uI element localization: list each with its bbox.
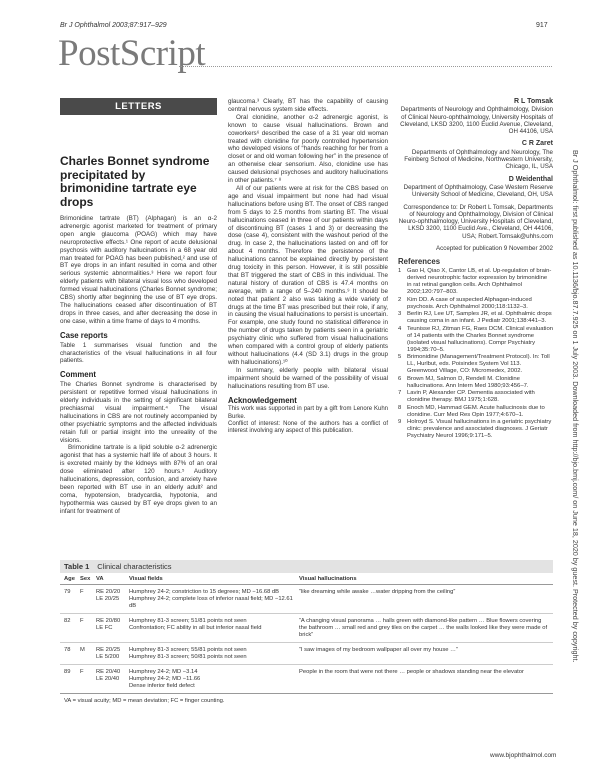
cell-sex: F xyxy=(80,618,84,624)
table-caption-text: Clinical characteristics xyxy=(97,562,172,571)
reference-number: 3 xyxy=(398,311,402,318)
page-number: 917 xyxy=(536,22,548,29)
reference-text: Lavin P, Alexander CP. Dementia associated with clonidine therapy. BMJ 1975;1:628. xyxy=(407,390,535,404)
column-header: Visual hallucinations xyxy=(299,576,357,582)
cell-va: RE 20/80 LE FC xyxy=(96,618,121,631)
cell-hallucinations: “like dreaming while awake …water dripping from the ceiling” xyxy=(299,589,456,595)
reference-number: 5 xyxy=(398,354,402,361)
article-title: Charles Bonnet syndrome precipitated by brimonidine tartrate eye drops xyxy=(60,154,210,209)
col2-paragraph-2: Oral clonidine, another α-2 adrenergic agonist, is known to cause visual hallucinations. Brown and coworkers⁶ described the case of a 31 year old woman treated with clonidine for poorly controlled hypertension who developed visions of “hands reaching for her from a closet or and old woman following her” in the presence of an otherwise clear sensorium. Also, clonidine use has caused delusional psychoses and auditory hallucinations in other patients.⁷ ⁸ xyxy=(228,113,388,185)
cell-hallucinations: “I saw images of my bedroom wallpaper all over my house …” xyxy=(299,647,458,653)
reference-number: 9 xyxy=(398,419,402,426)
author-block xyxy=(398,176,553,199)
reference-text: Brown MJ, Salmon D, Rendell M. Clonidine hallucinations. Ann Intern Med 1980;93:456–7. xyxy=(407,375,529,389)
column-3 xyxy=(398,98,553,441)
reference-item xyxy=(398,354,553,375)
table-row xyxy=(60,585,553,614)
reference-number: 7 xyxy=(398,390,402,397)
reference-item xyxy=(398,390,553,404)
col2-paragraph-1: glaucoma.³ Clearly, BT has the capability of causing central nervous system side effects. xyxy=(228,98,388,113)
reference-number: 8 xyxy=(398,404,402,411)
reference-text: Gao H, Qiao X, Cantor LB, et al. Up-regulation of brain-derived neurotrophic factor expression by brimonidine in rat retinal ganglion cells. Arch Ophthalmol 2002;120:797–803. xyxy=(407,268,552,296)
clinical-table xyxy=(60,560,553,704)
table-footnote: VA = visual acuity; MD = mean deviation; FC = finger counting. xyxy=(64,698,225,704)
author-block xyxy=(398,98,553,135)
cell-age: 89 xyxy=(64,669,71,675)
side-note-text: Br J Ophthalmol: first published as 10.1136/bjo.87.7.925 on 1 July 2003. Downloaded from http://bjo.bmj.com/ on June 18, 2020 by guest. Protected by copyright. xyxy=(571,150,580,663)
author-block xyxy=(398,140,553,170)
accepted-date: Accepted for publication 9 November 2002 xyxy=(436,245,553,253)
reference-number: 6 xyxy=(398,375,402,382)
cell-sex: F xyxy=(80,669,84,675)
reference-item xyxy=(398,311,553,325)
journal-citation: Br J Ophthalmol 2003;87:917–929 xyxy=(60,22,167,29)
reference-item xyxy=(398,405,553,419)
intro-paragraph: Brimonidine tartrate (BT) (Alphagan) is an α-2 adrenergic agonist marketed for treatment of primary open angle glaucoma (POAG) which may have neuroprotective effects.¹ One report of acute delusional psychosis with auditory hallucinations in a 68 year old man treated for POAG has been published,² and use of BT eye drops in an infant resulted in coma and other serious systemic abnormalities.³ Here we report four elderly patients with bilateral visual loss who developed formed visual hallucinations (Charles Bonnet syndrome; CBS) shortly after beginning the use of BT eye drops. The hallucinations ceased after discontinuation of BT drops in three cases, and after decreasing the dose in one case, within a time frame of days to 4 months. xyxy=(60,215,217,325)
comment-paragraph-1: The Charles Bonnet syndrome is characterised by persistent or repetitive formed visual hallucinations in elderly individuals in the setting of significant bilateral prechiasmal visual impairment.⁴ The visual hallucinations in CBS are not routinely accompanied by other psychiatric symptoms and the affected individuals retain full or partial insight into the unreality of the visions. xyxy=(60,381,217,444)
table-label: Table 1 xyxy=(64,562,90,571)
column-2 xyxy=(228,98,388,435)
correspondence: Correspondence to: Dr Robert L Tomsak, Departments of Neurology and Ophthalmology, Division of Clinical Neuro-ophthalmology, University Hospitals of Cleveland, LKSD 3200, 1100 Euclid Ave., Cleveland, OH 44106, USA; Robert.Tomsak@uhhs.com xyxy=(398,203,553,240)
cell-age: 78 xyxy=(64,647,71,653)
table-row xyxy=(60,643,553,665)
cell-visual-fields: Humphrey 81-3 screen; 55/81 points not seen Humphrey 81-3 screen; 50/81 points not seen xyxy=(129,647,247,660)
reference-item xyxy=(398,376,553,390)
comment-paragraph-2: Brimonidine tartrate is a lipid soluble α-2 adrenergic agonist that has a systemic half life of about 3 hours. It is excreted mainly by the kidneys with 87% of an oral dose eliminated after 120 hours.⁵ Auditory hallucinations, depression, confusion, and anxiety have been reported with BT use in an elderly adult² and coma, hypotension, bradycardia, hypotonia, and hypothermia was caused by BT eye drops given to an infant for treatment of xyxy=(60,444,217,515)
references-heading: References xyxy=(398,257,441,267)
table-header-row xyxy=(60,573,553,585)
reference-text: Teunisse RJ, Zitman FG, Raes DCM. Clinical evaluation of 14 patients with the Charles Bonnet syndrome (isolated visual hallucinations). Compr Psychiatry 1994;35:70–5. xyxy=(407,325,554,353)
acknowledgement-heading: Acknowledgement xyxy=(228,395,297,405)
reference-number: 4 xyxy=(398,325,402,332)
acknowledgement-text: This work was supported in part by a gift from Lenore Kuhn Burke. xyxy=(228,406,388,420)
reference-item xyxy=(398,326,553,354)
cell-age: 82 xyxy=(64,618,71,624)
cell-visual-fields: Humphrey 81-3 screen; 51/81 points not seen Confrontation; FC ability in all but inferior nasal field xyxy=(129,618,262,631)
column-header: Visual fields xyxy=(129,576,163,582)
cell-visual-fields: Humphrey 24-2; constriction to 15 degrees; MD −16.68 dB Humphrey 24-2; complete loss of inferior nasal field; MD −12.61 dB xyxy=(129,589,293,609)
col2-paragraph-4: In summary, elderly people with bilateral visual impairment should be warned of the possibility of visual hallucinations resulting from BT use. xyxy=(228,366,388,390)
cell-hallucinations: People in the room that were not there … people or shadows standing near the elevator xyxy=(299,669,524,675)
reference-text: Berlin RJ, Lee UT, Samples JR, et al. Ophthalmic drops causing coma in an infant. J Pediatr 2001;138:441–3. xyxy=(407,311,552,325)
table-row xyxy=(60,665,553,694)
reference-text: Kim DD. A case of suspected Alphagan-induced psychosis. Arch Ophthalmol 2000;118:1132–3. xyxy=(407,296,532,310)
col2-paragraph-3: All of our patients were at risk for the CBS based on age and visual impairment but none had had visual hallucinations before using BT. The onset of CBS ranged from 5 days to 2.5 months from starting BT. The visual hallucinations ceased in three of our patients within days of discontinuing BT (cases 1 and 3) or decreasing the dose (case 4), consistent with the washout period of the drug. In case 2, the hallucinations lasted on and off for about 4 months. Therefore the persistence of the hallucinations cannot be explained directly by persistent drug toxicity in this person. However, it is still possible that BT triggered the start of CBS in this individual. The natural history of duration of CBS is 47.4 months on average, with a range of 5–240 months.⁹ It should be noted that patient 2 also was taking a wide variety of drugs at the time BT was prescribed but their role, if any, in causing the visual hallucinations to persist is uncertain. For example, one study found no statistical difference in the number of drugs taken by patients seen in a geriatric psychiatry clinic who suffered from visual hallucinations when compared with a control group of elderly patients without hallucinations (4.4 (SD 3.1) drugs in the group with hallucinations).¹⁰ xyxy=(228,184,388,366)
author-name: C R Zaret xyxy=(521,140,553,148)
column-header: Age xyxy=(64,576,75,582)
reference-list xyxy=(398,268,553,440)
cell-age: 79 xyxy=(64,589,71,595)
reference-item xyxy=(398,297,553,311)
reference-number: 1 xyxy=(398,268,402,275)
author-affiliation: Departments of Neurology and Ophthalmology, Division of Clinical Neuro-ophthalmology, University Hospitals of Cleveland, LKSD 3200, 1100 Euclid Avenue, Cleveland, OH 44106, USA xyxy=(400,106,553,136)
author-affiliation: Departments of Ophthalmology and Neurology, The Feinberg School of Medicine, Northwestern University, Chicago, IL, USA xyxy=(404,148,553,171)
column-header: VA xyxy=(96,576,104,582)
author-affiliation: Department of Ophthalmology, Case Western Reserve University School of Medicine, Cleveland, OH, USA xyxy=(403,183,553,199)
cell-hallucinations: “A changing visual panorama … halls green with diamond-like pattern … Blue flowers covering the bathroom … small red and grey tiles on the carpet … the walls looked like they were made of brick” xyxy=(299,618,548,638)
column-1 xyxy=(60,123,217,516)
case-reports-heading: Case reports xyxy=(60,330,108,340)
comment-heading: Comment xyxy=(60,370,96,380)
reference-item xyxy=(398,419,553,440)
table-row xyxy=(60,614,553,643)
letters-section-bar: LETTERS xyxy=(60,98,217,115)
author-name: D Weidenthal xyxy=(508,175,553,183)
column-header: Sex xyxy=(80,576,91,582)
cell-va: RE 20/40 LE 20/40 xyxy=(96,669,121,682)
cell-sex: M xyxy=(80,647,85,653)
author-name: R L Tomsak xyxy=(513,98,553,105)
cell-sex: F xyxy=(80,589,84,595)
reference-number: 2 xyxy=(398,296,402,303)
reference-text: Enoch MD, Hammad GEM. Acute hallucinosis due to clonidine. Curr Med Res Opin 1977;4:670–1. xyxy=(407,404,545,418)
reference-text: Holroyd S. Visual hallucinations in a geriatric psychiatry clinic: prevalence and associated diagnoses. J Geriatr Psychiatry Neurol 1996;9:171–5. xyxy=(407,419,552,440)
cell-va: RE 20/25 LE 5/200 xyxy=(96,647,121,660)
footer-url: www.bjophthalmol.com xyxy=(490,752,557,759)
table-caption xyxy=(60,560,553,573)
reference-text: Brimonidine (Management/Treatment Protocol). In: Toll LL, Hurlbut, eds. Poisindex System Vol 113. Greenwood Village, CO: Micromedex, 2002. xyxy=(407,354,550,375)
title-divider xyxy=(179,66,552,67)
case-reports-paragraph: Table 1 summarises visual function and the characteristics of the visual hallucinations in all four patients. xyxy=(60,341,217,365)
cell-va: RE 20/20 LE 20/25 xyxy=(96,589,121,602)
cell-visual-fields: Humphrey 24-2; MD −3.14 Humphrey 24-2; MD −11.66 Dense inferior field defect xyxy=(129,669,201,689)
conflict-of-interest: Conflict of interest: None of the authors has a conflict of interest involving any aspect of this publication. xyxy=(228,420,388,435)
reference-item xyxy=(398,268,553,296)
side-download-note xyxy=(568,150,580,663)
postscript-title: PostScript xyxy=(58,33,206,74)
